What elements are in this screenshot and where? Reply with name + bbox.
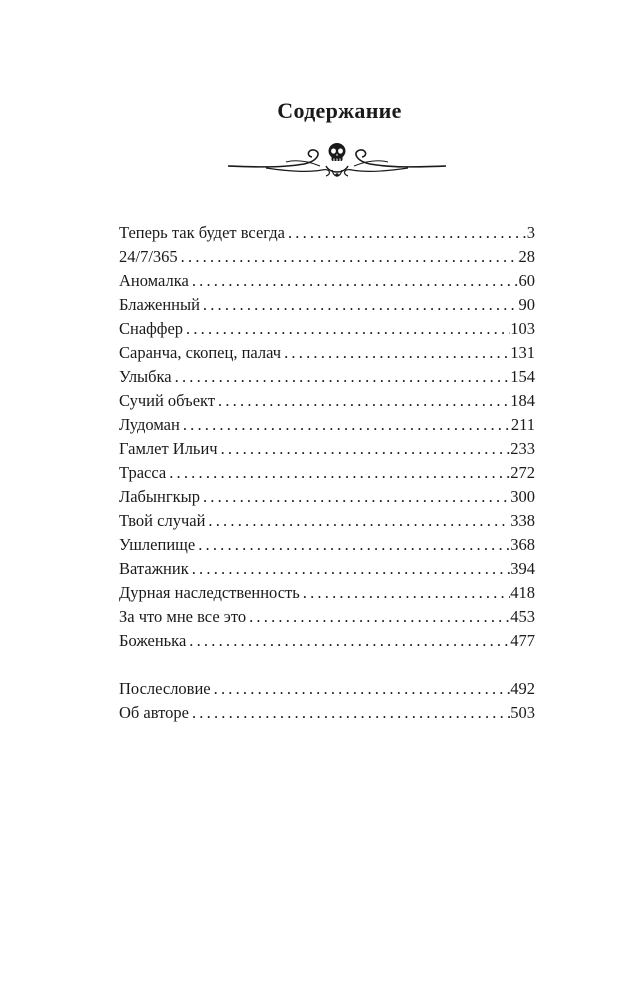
toc-entry[interactable] xyxy=(119,269,535,293)
dot-leader xyxy=(211,677,511,701)
toc-entry-page: 103 xyxy=(510,319,535,338)
toc-entry-title: Теперь так будет всегда xyxy=(119,223,285,242)
toc-entry-page: 453 xyxy=(510,607,535,626)
toc-entry-title: Саранча, скопец, палач xyxy=(119,343,282,362)
dot-leader xyxy=(172,365,511,389)
toc-entry-page: 184 xyxy=(510,391,535,410)
toc-entry-page: 477 xyxy=(510,631,535,650)
toc-entry-page: 233 xyxy=(510,439,535,458)
toc-entry-title: Гамлет Ильич xyxy=(119,439,218,458)
toc-entry-page: 418 xyxy=(510,583,535,602)
toc-entry[interactable] xyxy=(119,485,535,509)
dot-leader xyxy=(183,317,510,341)
toc-entry-page: 60 xyxy=(518,271,535,290)
toc-entry-page: 368 xyxy=(510,535,535,554)
toc-entry-title: Лудоман xyxy=(119,415,180,434)
toc-entry[interactable] xyxy=(119,437,535,461)
toc-entry[interactable] xyxy=(119,245,535,269)
dot-leader xyxy=(246,605,510,629)
section-gap xyxy=(119,653,535,677)
toc-entry-page: 131 xyxy=(510,343,535,362)
toc-entry-page: 300 xyxy=(510,487,535,506)
toc-entry[interactable] xyxy=(119,413,535,437)
toc-entry[interactable] xyxy=(119,509,535,533)
toc-entry-page: 28 xyxy=(518,247,535,266)
toc-entry-page: 394 xyxy=(510,559,535,578)
toc-entry-title: Послесловие xyxy=(119,679,211,698)
toc-entry-page: 492 xyxy=(510,679,535,698)
toc-entry-title: Лабынгкыр xyxy=(119,487,200,506)
toc-entry[interactable] xyxy=(119,581,535,605)
dot-leader xyxy=(180,413,511,437)
toc-entry-title: За что мне все это xyxy=(119,607,247,626)
toc-entry-page: 211 xyxy=(510,415,535,434)
dot-leader xyxy=(285,221,527,245)
dot-leader xyxy=(200,485,510,509)
toc-entry[interactable] xyxy=(119,629,535,653)
table-of-contents xyxy=(119,221,535,725)
toc-entry-title: Твой случай xyxy=(119,511,206,530)
toc-entry[interactable] xyxy=(119,677,535,701)
dot-leader xyxy=(166,461,510,485)
toc-entry-page: 90 xyxy=(518,295,535,314)
toc-entry-title: Трасса xyxy=(119,463,167,482)
toc-entry[interactable] xyxy=(119,461,535,485)
dot-leader xyxy=(200,293,519,317)
page-title: Содержание xyxy=(277,98,402,123)
toc-entry-page: 3 xyxy=(526,223,535,242)
toc-entry-title: Блаженный xyxy=(119,295,200,314)
toc-entry[interactable] xyxy=(119,221,535,245)
toc-entry-page: 338 xyxy=(510,511,535,530)
toc-entry-title: Ушлепище xyxy=(119,535,196,554)
dot-leader xyxy=(205,509,510,533)
toc-entry[interactable] xyxy=(119,701,535,725)
toc-entry[interactable] xyxy=(119,605,535,629)
toc-entry-title: Аномалка xyxy=(119,271,189,290)
toc-entry[interactable] xyxy=(119,293,535,317)
dot-leader xyxy=(215,389,510,413)
dot-leader xyxy=(281,341,510,365)
dot-leader xyxy=(195,533,510,557)
toc-entry-title: Боженька xyxy=(119,631,187,650)
toc-entry-title: Улыбка xyxy=(119,367,172,386)
dot-leader xyxy=(186,629,510,653)
toc-entry[interactable] xyxy=(119,317,535,341)
toc-entry[interactable] xyxy=(119,365,535,389)
toc-entries xyxy=(119,221,535,653)
toc-entry-title: Об авторе xyxy=(119,703,189,722)
toc-entry-page: 272 xyxy=(510,463,535,482)
toc-entry-page: 154 xyxy=(510,367,535,386)
toc-entry-title: Снаффер xyxy=(119,319,184,338)
toc-back-matter xyxy=(119,677,535,725)
toc-entry-title: 24/7/365 xyxy=(119,247,178,266)
toc-entry-page: 503 xyxy=(510,703,535,722)
dot-leader xyxy=(189,701,510,725)
toc-entry-title: Дурная наследственность xyxy=(119,583,300,602)
skull-flourish-icon xyxy=(226,140,448,184)
dot-leader xyxy=(218,437,511,461)
toc-entry-title: Ватажник xyxy=(119,559,189,578)
toc-entry[interactable] xyxy=(119,341,535,365)
dot-leader xyxy=(300,581,510,605)
toc-entry[interactable] xyxy=(119,557,535,581)
dot-leader xyxy=(189,269,519,293)
toc-entry[interactable] xyxy=(119,533,535,557)
toc-entry[interactable] xyxy=(119,389,535,413)
toc-entry-title: Сучий объект xyxy=(119,391,216,410)
dot-leader xyxy=(178,245,519,269)
dot-leader xyxy=(189,557,511,581)
